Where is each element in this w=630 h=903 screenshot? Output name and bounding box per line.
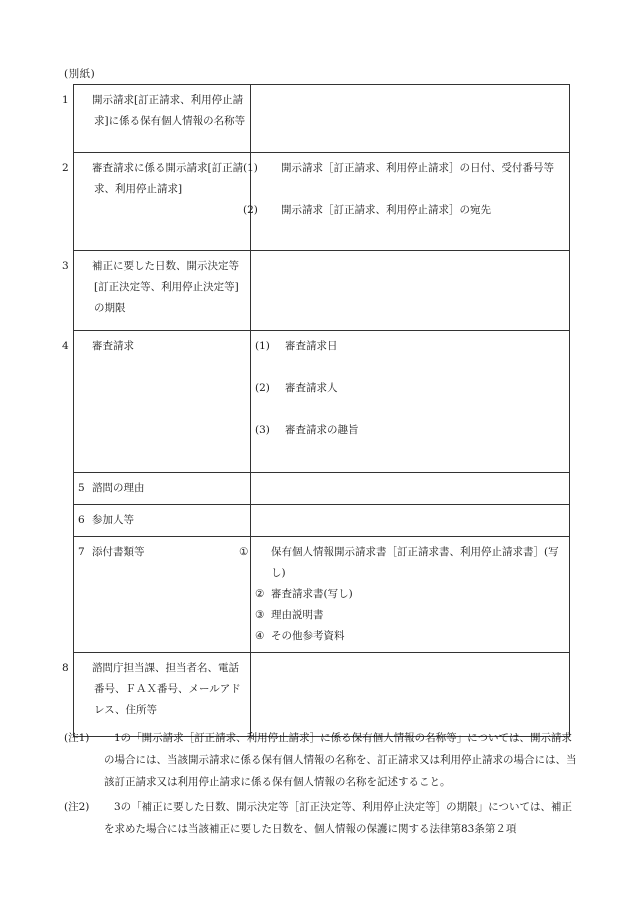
table-row — [74, 153, 570, 251]
row-5-item: 5 諮問の理由 — [74, 473, 251, 505]
note-2 — [64, 796, 582, 840]
row-1-content — [251, 85, 570, 153]
table-row — [74, 505, 570, 537]
table-row — [74, 537, 570, 653]
row-3-content — [251, 251, 570, 331]
table-row — [74, 473, 570, 505]
note-1-tag: (注1) — [64, 732, 90, 744]
row-1-item: 1 開示請求[訂正請求、利用停止請求]に係る保有個人情報の名称等 — [74, 85, 251, 153]
row-7-item: 7 添付書類等 — [74, 537, 251, 653]
row-3-item: 3 補正に要した日数、開示決定等[訂正決定等、利用停止決定等]の期限 — [74, 251, 251, 331]
row-7-content: ① 保有個人情報開示請求書［訂正請求書、利用停止請求書］(写し) ② 審査請求書(写し) ③ 理由説明書 ④ その他参考資料 — [251, 537, 570, 653]
table-row — [74, 653, 570, 737]
row-2-content: (1) 開示請求［訂正請求、利用停止請求］の日付、受付番号等 (2) 開示請求［訂正請求、利用停止請求］の宛先 — [251, 153, 570, 251]
table-row — [74, 85, 570, 153]
submission-form-table — [62, 84, 570, 737]
table-row — [74, 251, 570, 331]
row-8-content — [251, 653, 570, 737]
note-2-text: 3の「補正に要した日数、開示決定等［訂正決定等、利用停止決定等］の期限」については、補正を求めた場合には当該補正に要した日数を、個人情報の保護に関する法律第83条第２項 — [104, 801, 572, 835]
note-2-tag: (注2) — [64, 801, 90, 813]
notes-section — [64, 727, 582, 840]
attachment-label: (別紙) — [64, 68, 96, 80]
note-1 — [64, 727, 582, 793]
row-4-item: 4 審査請求 — [74, 331, 251, 473]
row-5-content — [251, 473, 570, 505]
row-6-item: 6 参加人等 — [74, 505, 251, 537]
note-1-text: 1の「開示請求［訂正請求、利用停止請求］に係る保有個人情報の名称等」については、開示請求の場合には、当該開示請求に係る保有個人情報の名称を、訂正請求又は利用停止請求の場合には、当該訂正請求又は利用停止請求に係る保有個人情報の名称を記述すること。 — [104, 732, 577, 788]
row-4-content: (1) 審査請求日 (2) 審査請求人 (3) 審査請求の趣旨 — [251, 331, 570, 473]
row-8-item: 8 諮問庁担当課、担当者名、電話番号、ＦＡＸ番号、メールアドレス、住所等 — [74, 653, 251, 737]
row-6-content — [251, 505, 570, 537]
table-row — [74, 331, 570, 473]
row-2-item: 2 審査請求に係る開示請求[訂正請求、利用停止請求] — [74, 153, 251, 251]
